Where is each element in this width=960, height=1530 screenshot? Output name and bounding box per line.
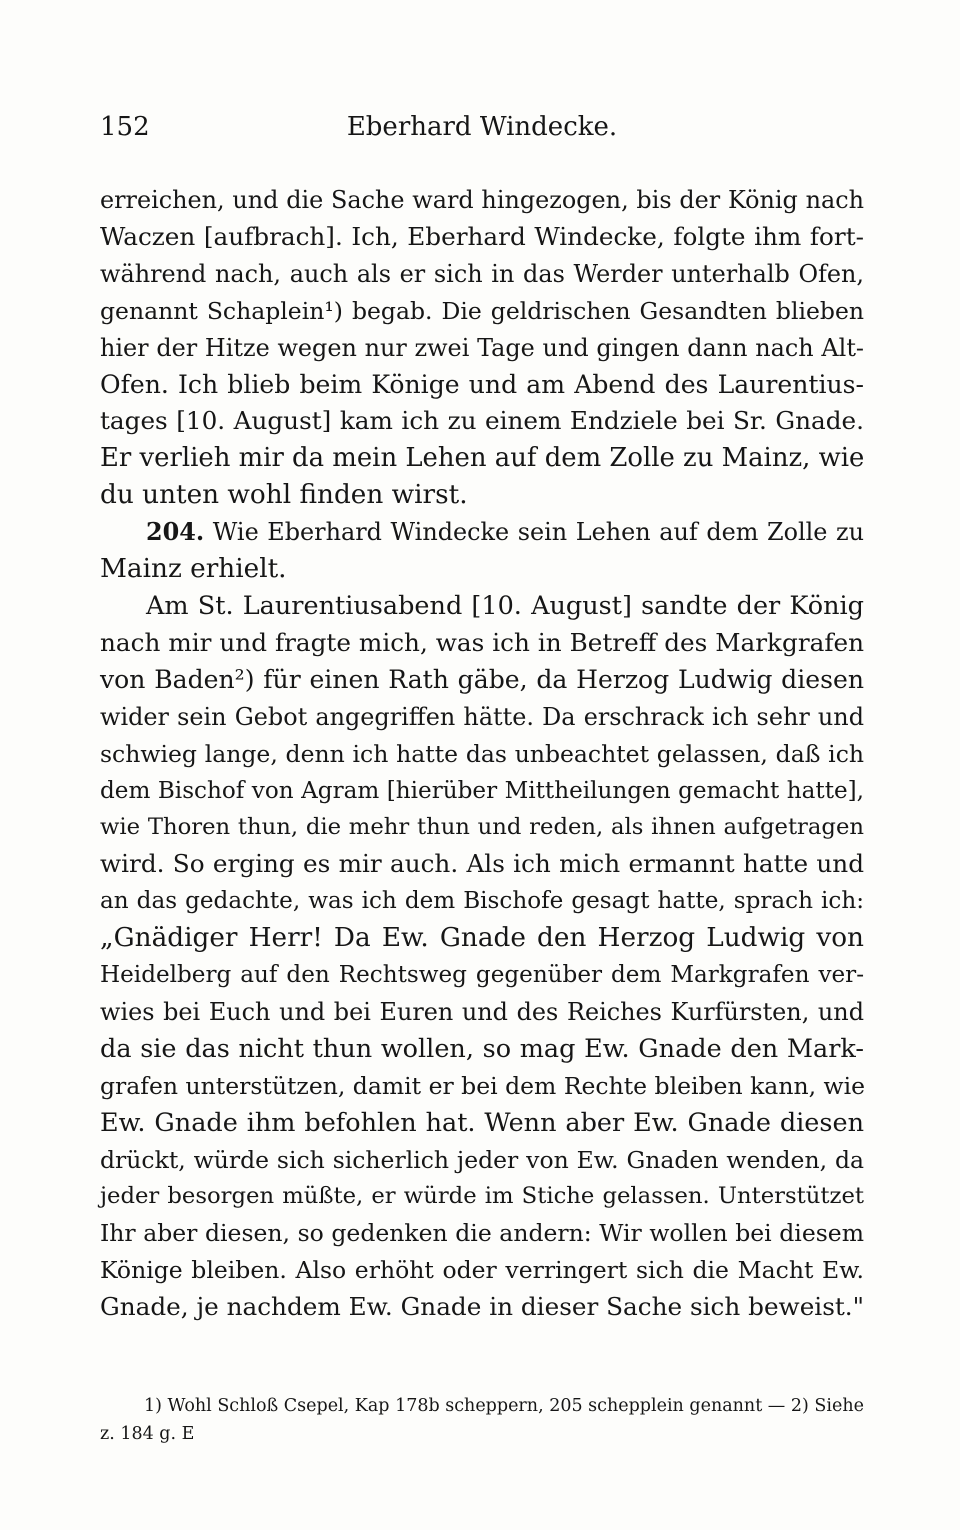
paragraph-1 (100, 182, 864, 514)
text-line: Gnade, je nachdem Ew. Gnade in dieser Sache sich beweist." (100, 1292, 864, 1322)
text-line: tages [10. August] kam ich zu einem Endziele bei Sr. Gnade. (100, 406, 864, 436)
text-line: nach mir und fragte mich, was ich in Betreff des Markgrafen (100, 627, 864, 657)
text-line: wird. So erging es mir auch. Als ich mich ermannt hatte und (100, 849, 864, 879)
running-title: Eberhard Windecke. (346, 112, 618, 142)
section-number: 204. (146, 518, 205, 547)
page-header (100, 112, 864, 152)
footnote-line: 1) Wohl Schloß Csepel, Kap 178b scheppern, 205 schepplein genannt — 2) Siehe (144, 1396, 864, 1416)
section-heading-line (100, 514, 864, 551)
footnote-line: z. 184 g. E (100, 1424, 195, 1444)
text-line: erreichen, und die Sache ward hingezogen, bis der König nach (100, 186, 864, 214)
text-line: „Gnädiger Herr! Da Ew. Gnade den Herzog Ludwig von (100, 923, 864, 954)
text-line: genannt Schaplein¹) begab. Die geldrischen Gesandten blieben (100, 296, 864, 325)
text-line: da sie das nicht thun wollen, so mag Ew. Gnade den Mark- (100, 1033, 864, 1064)
text-line: grafen unterstützen, damit er bei dem Rechte bleiben kann, wie (100, 1071, 866, 1100)
page-number: 152 (100, 112, 150, 142)
section-title-part-1: Wie Eberhard Windecke sein Lehen auf dem Zolle zu (212, 518, 864, 547)
text-line: Ofen. Ich blieb beim Könige und am Abend des Laurentius- (100, 369, 864, 399)
section-heading (100, 514, 864, 588)
page-body (100, 182, 864, 1326)
text-line: dem Bischof von Agram [hierüber Mittheilungen gemacht hatte], (100, 777, 864, 804)
text-line: wider sein Gebot angegriffen hätte. Da erschrack ich sehr und (100, 702, 864, 731)
text-line: Ihr aber diesen, so gedenken die andern: Wir wollen bei diesem (100, 1219, 864, 1248)
text-line: Heidelberg auf den Rechtsweg gegenüber dem Markgrafen ver- (100, 962, 864, 989)
text-line: Könige bleiben. Also erhöht oder verringert sich die Macht Ew. (100, 1256, 864, 1285)
text-line: Er verlieh mir da mein Lehen auf dem Zolle zu Mainz, wie (100, 443, 865, 474)
text-line: jeder besorgen müßte, er würde im Stiche gelassen. Unterstützet (100, 1183, 864, 1210)
text-line: hier der Hitze wegen nur zwei Tage und gingen dann nach Alt- (100, 333, 864, 362)
paragraph-2 (100, 588, 864, 1326)
text-line: Ew. Gnade ihm befohlen hat. Wenn aber Ew. Gnade diesen (100, 1107, 864, 1138)
section-title-part-2: Mainz erhielt. (100, 554, 287, 585)
text-line: während nach, auch als er sich in das Werder unterhalb Ofen, (100, 259, 864, 288)
text-line: Am St. Laurentiusabend [10. August] sandte der König (146, 590, 864, 621)
text-line: du unten wohl finden wirst. (100, 480, 468, 511)
text-line: von Baden²) für einen Rath gäbe, da Herzog Ludwig diesen (100, 664, 864, 694)
text-line: an das gedachte, was ich dem Bischofe gesagt hatte, sprach ich: (100, 888, 864, 915)
text-line: drückt, würde sich sicherlich jeder von Ew. Gnaden wenden, da (100, 1145, 864, 1174)
text-line: wie Thoren thun, die mehr thun und reden, als ihnen aufgetragen (100, 814, 864, 841)
text-line: wies bei Euch und bei Euren und des Reiches Kurfürsten, und (100, 997, 864, 1026)
text-line: Waczen [aufbrach]. Ich, Eberhard Windecke, folgte ihm fort- (100, 221, 864, 251)
footnotes (100, 1392, 864, 1448)
text-line: schwieg lange, denn ich hatte das unbeachtet gelassen, daß ich (100, 739, 864, 768)
